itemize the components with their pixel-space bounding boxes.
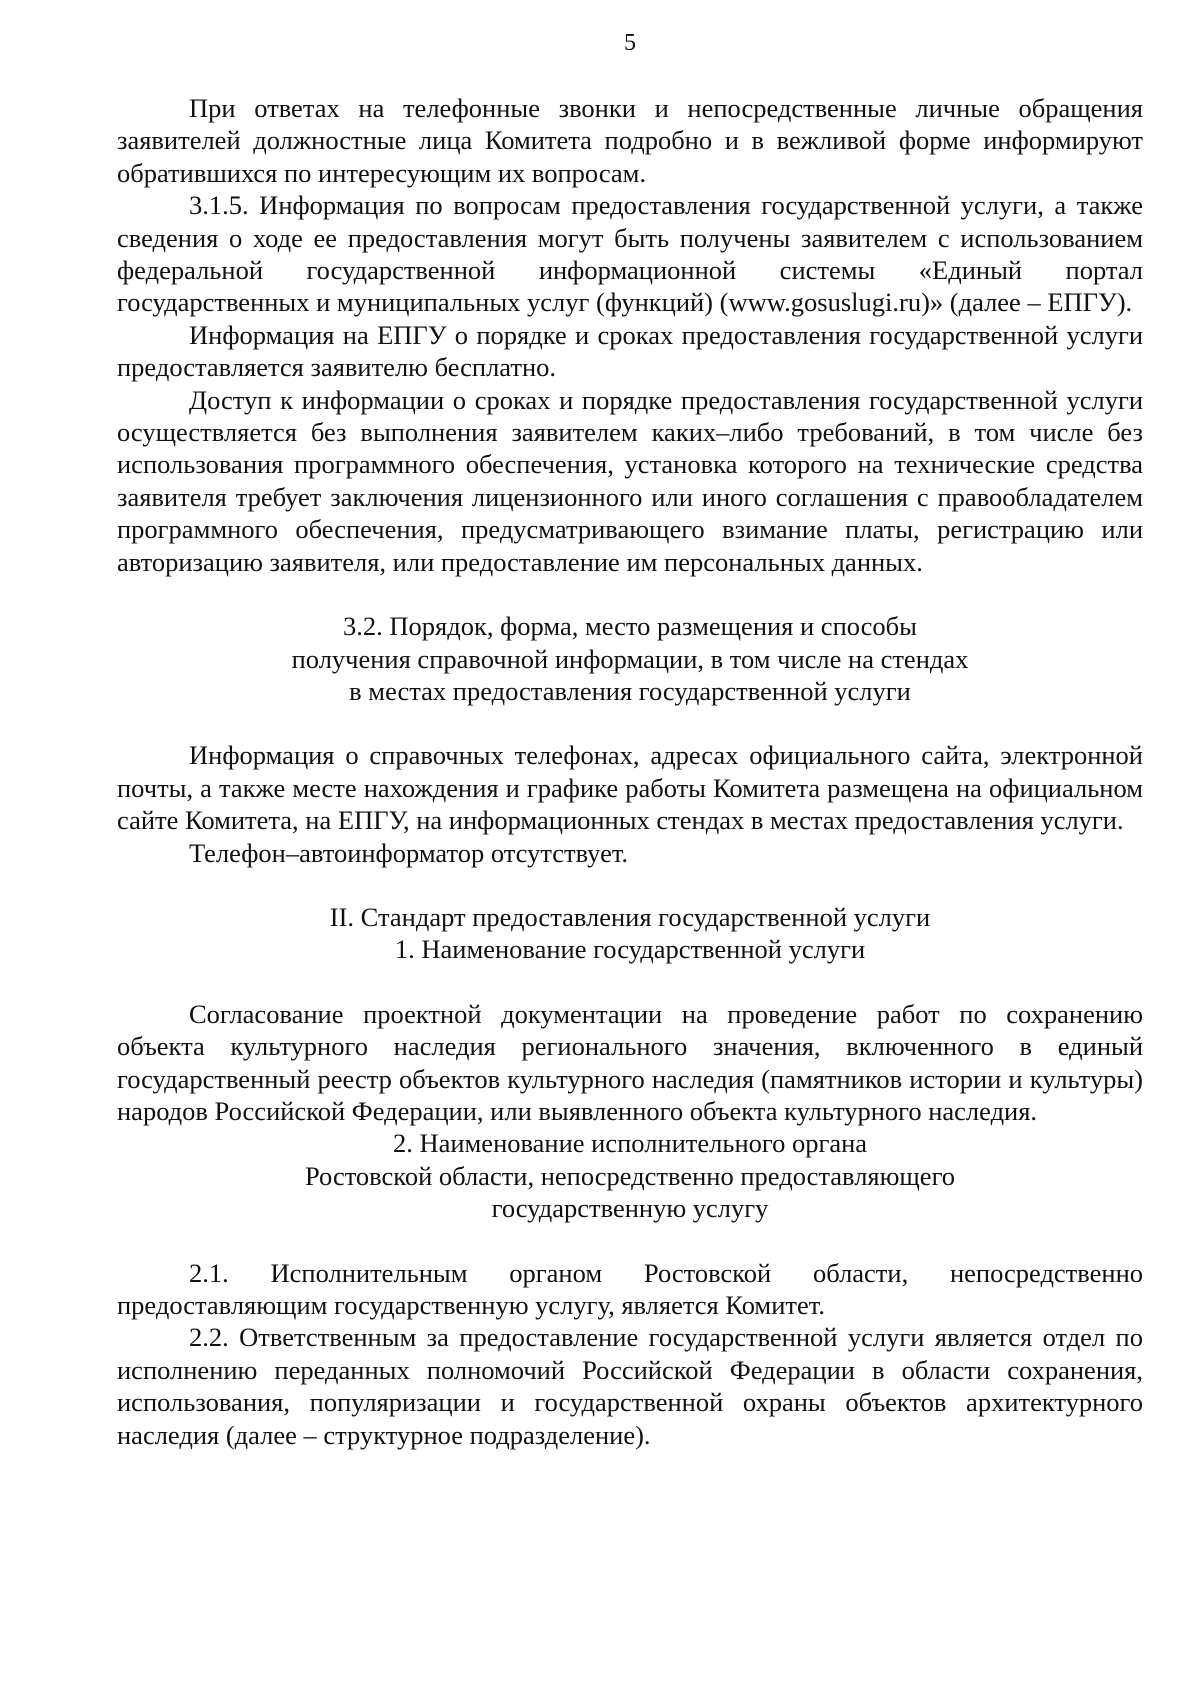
heading-line: в местах предоставления государственной услуги [349,675,911,706]
heading-line: II. Стандарт предоставления государственной услуги [329,901,931,932]
paragraph: Доступ к информации о сроках и порядке предоставления государственной услуги осуществляется без выполнения заявителем каких–либо требований, в том числе без использования программного обеспечения, установка которого на технические средства заявителя требует заключения лицензионного или иного соглашения с правообладателем программного обеспечения, предусматривающего взимание платы, регистрацию или авторизацию заявителя, или предоставление им персональных данных. [117,384,1143,577]
paragraph: Информация о справочных телефонах, адресах официального сайта, электронной почты, а также месте нахождения и графике работы Комитета размещена на официальном сайте Комитета, на ЕПГУ, на информационных стендах в местах предоставления услуги. [117,740,1143,836]
paragraph: 3.1.5. Информация по вопросам предоставления государственной услуги, а также сведения о ходе ее предоставления могут быть получены заявителем с использованием федеральной государственной информационной системы «Единый портал государственных и муниципальных услуг (функций) (www.gosuslugi.ru)» (далее – ЕПГУ). [117,190,1143,318]
heading-line: 2. Наименование исполнительного органа [392,1128,868,1159]
heading-line: Ростовской области, непосредственно предоставляющего [304,1160,956,1191]
paragraph: 2.2. Ответственным за предоставление государственной услуги является отдел по исполнению переданных полномочий Российской Федерации в области сохранения, использования, популяризации и государственной охраны объектов архитектурного наследия (далее – структурное подразделение). [117,1322,1143,1450]
page-number: 5 [624,30,636,56]
heading-line: 3.2. Порядок, форма, место размещения и способы [343,611,917,642]
section-heading-2 [117,901,1143,966]
subsection-heading-2 [117,1127,1143,1224]
paragraph: При ответах на телефонные звонки и непосредственные личные обращения заявителей должностные лица Комитета подробно и в вежливой форме информируют обратившихся по интересующим их вопросам. [117,93,1143,188]
heading-line: государственную услугу [491,1193,769,1224]
heading-line: получения справочной информации, в том числе на стендах [291,643,969,674]
heading-line: 1. Наименование государственной услуги [394,934,866,965]
section-heading-3-2 [117,610,1143,707]
paragraph: 2.1. Исполнительным органом Ростовской области, непосредственно предоставляющим государственную услугу, является Комитет. [117,1257,1143,1320]
paragraph: Информация на ЕПГУ о порядке и сроках предоставления государственной услуги предоставляется заявителю бесплатно. [117,319,1143,383]
paragraph: Согласование проектной документации на проведение работ по сохранению объекта культурного наследия регионального значения, включенного в единый государственный реестр объектов культурного наследия (памятников истории и культуры) народов Российской Федерации, или выявленного объекта культурного наследия. [117,998,1143,1126]
paragraph: Телефон–автоинформатор отсутствует. [189,837,629,868]
document-page [117,28,1143,1451]
